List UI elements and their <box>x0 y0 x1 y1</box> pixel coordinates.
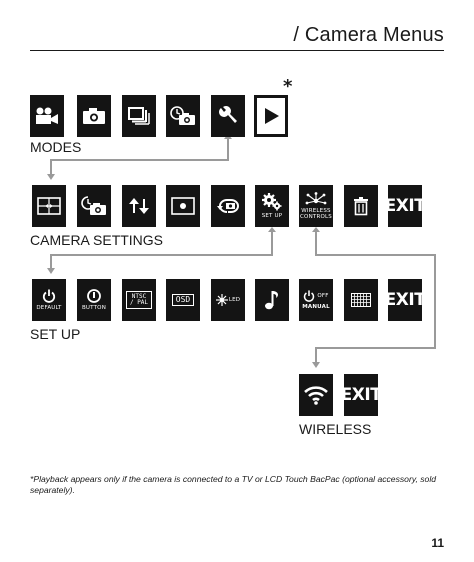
video-icon <box>35 107 59 125</box>
playback-icon <box>261 106 281 126</box>
default-mode-setting-tile[interactable] <box>77 185 111 227</box>
page-number: 11 <box>431 536 444 550</box>
looping-setting-tile[interactable] <box>211 185 245 227</box>
looping-icon <box>215 197 241 215</box>
settings-mode-tile[interactable] <box>211 95 245 137</box>
osd-setup-tile[interactable] <box>166 279 200 321</box>
setup-gears-icon <box>262 193 282 211</box>
setup-label: SET UP <box>30 326 81 342</box>
settings-exit-tile[interactable] <box>384 185 426 227</box>
button-power-icon <box>87 289 101 303</box>
playback-footnote: *Playback appears only if the camera is connected to a TV or LCD Touch BacPac (optional accessory, sold separately). <box>30 474 437 495</box>
setup-exit-label: EXIT <box>384 290 426 310</box>
date-time-icon <box>351 293 371 307</box>
led-caption: LED <box>228 297 241 303</box>
wifi-icon <box>304 385 328 405</box>
osd-icon: OSD <box>172 294 194 306</box>
default-mode-icon <box>81 196 107 216</box>
playback-asterisk: * <box>283 76 293 97</box>
video-mode-tile[interactable] <box>30 95 64 137</box>
wireless-exit-tile[interactable] <box>340 374 382 416</box>
orientation-setting-tile[interactable] <box>32 185 66 227</box>
modes-label: MODES <box>30 139 82 155</box>
upside-down-setting-tile[interactable] <box>122 185 156 227</box>
orientation-icon <box>37 197 61 215</box>
led-setup-tile[interactable] <box>211 279 245 321</box>
wireless-controls-setting-tile[interactable] <box>299 185 333 227</box>
playback-mode-tile[interactable] <box>254 95 288 137</box>
setup-caption: SET UP <box>261 213 283 219</box>
wireless-label: WIRELESS <box>299 421 372 437</box>
photo-mode-tile[interactable] <box>77 95 111 137</box>
date-time-setup-tile[interactable] <box>344 279 378 321</box>
off-caption: OFF <box>317 293 329 299</box>
upside-down-icon <box>128 198 150 214</box>
default-caption: DEFAULT <box>36 305 62 311</box>
delete-setting-tile[interactable] <box>344 185 378 227</box>
manual-off-header <box>303 290 328 302</box>
manual-off-setup-tile[interactable] <box>299 279 333 321</box>
page-title: / Camera Menus <box>293 24 444 46</box>
delete-icon <box>354 197 368 215</box>
settings-exit-label: EXIT <box>384 196 426 216</box>
button-caption: BUTTON <box>81 305 107 311</box>
beep-icon <box>264 290 280 310</box>
ntsc-pal-icon: NTSC / PAL <box>126 291 152 309</box>
ntsc-pal-setup-tile[interactable] <box>122 279 156 321</box>
spot-meter-icon <box>171 197 195 215</box>
button-power-setup-tile[interactable] <box>77 279 111 321</box>
setup-setting-tile[interactable] <box>255 185 289 227</box>
led-indicator <box>216 294 240 306</box>
time-lapse-icon <box>170 106 196 126</box>
time-lapse-mode-tile[interactable] <box>166 95 200 137</box>
manual-off-icon <box>303 290 315 302</box>
photo-icon <box>82 107 106 125</box>
beep-setup-tile[interactable] <box>255 279 289 321</box>
default-power-setup-tile[interactable] <box>32 279 66 321</box>
burst-icon <box>128 107 150 125</box>
settings-wrench-icon <box>218 106 238 126</box>
setup-exit-tile[interactable] <box>384 279 426 321</box>
wireless-exit-label: EXIT <box>340 385 382 405</box>
wireless-controls-icon <box>305 192 327 206</box>
burst-mode-tile[interactable] <box>122 95 156 137</box>
default-power-icon <box>42 289 56 303</box>
spot-meter-setting-tile[interactable] <box>166 185 200 227</box>
led-icon <box>216 294 228 306</box>
camera-settings-label: CAMERA SETTINGS <box>30 232 164 248</box>
wifi-wireless-tile[interactable] <box>299 374 333 416</box>
manual-caption: MANUAL <box>302 304 330 310</box>
wireless-controls-caption: WIRELESS CONTROLS <box>300 208 332 220</box>
